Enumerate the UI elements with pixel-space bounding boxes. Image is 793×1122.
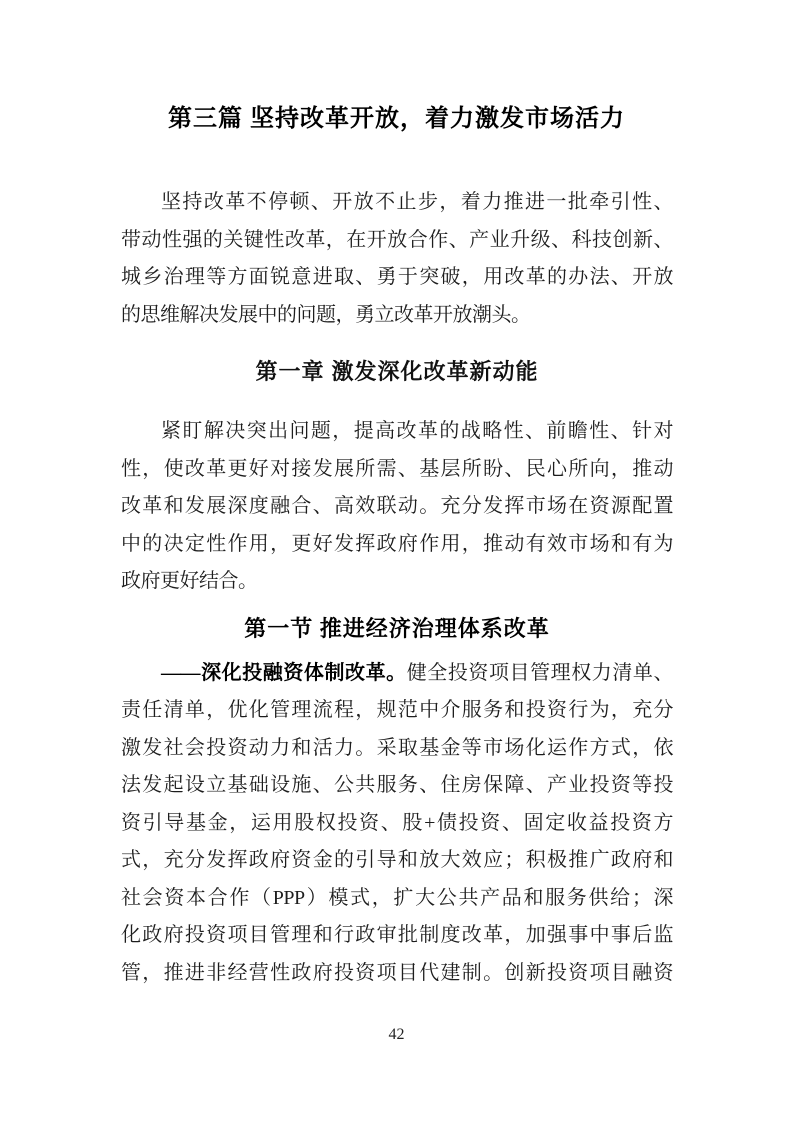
- paragraph-line: 带动性强的关键性改革，在开放合作、产业升级、科技创新、: [121, 228, 673, 251]
- paragraph-line: 紧盯解决突出问题，提高改革的战略性、前瞻性、针对: [161, 420, 673, 442]
- lead-rest-text: 健全投资项目管理权力清单、: [406, 661, 674, 684]
- paragraph-line: 的思维解决发展中的问题，勇立改革开放潮头。: [121, 303, 531, 326]
- paragraph-line: 资引导基金，运用股权投资、股+债投资、固定收益投资方: [121, 811, 673, 834]
- chapter-heading: 第一章 激发深化改革新动能: [255, 359, 539, 384]
- paragraph-line: [121, 655, 673, 693]
- paragraph-line: 政府更好结合。: [121, 570, 258, 592]
- intro-paragraph: [121, 184, 673, 334]
- paragraph-line: 城乡治理等方面锐意进取、勇于突破，用改革的办法、开放: [121, 266, 673, 288]
- paragraph-line: 性，使改革更好对接发展所需、基层所盼、民心所向，推动: [121, 457, 673, 480]
- paragraph-line: 激发社会投资动力和活力。采取基金等市场化运作方式，依: [121, 736, 673, 759]
- bold-lead-text: ——深化投融资体制改革。: [161, 661, 407, 684]
- text-column: [121, 184, 673, 992]
- document-title: 第三篇 坚持改革开放，着力激发市场活力: [168, 106, 625, 132]
- paragraph-line: 改革和发展深度融合、高效联动。充分发挥市场在资源配置: [121, 495, 673, 517]
- paragraph-line: 坚持改革不停顿、开放不止步，着力推进一批牵引性、: [161, 191, 673, 213]
- paragraph-line: 式，充分发挥政府资金的引导和放大效应；积极推广政府和: [121, 849, 673, 871]
- paragraph-line: 法发起设立基础设施、公共服务、住房保障、产业投资等投: [121, 774, 673, 796]
- section-heading: 第一节 推进经济治理体系改革: [244, 615, 550, 641]
- paragraph-line: 中的决定性作用，更好发挥政府作用，推动有效市场和有为: [121, 532, 673, 555]
- paragraph-line: 化政府投资项目管理和行政审批制度改革，加强事中事后监: [121, 924, 673, 946]
- page-number: 42: [388, 1026, 405, 1043]
- section-paragraph: [121, 655, 673, 993]
- chapter-paragraph: [121, 413, 673, 601]
- paragraph-line: 社会资本合作（PPP）模式，扩大公共产品和服务供给；深: [121, 886, 673, 909]
- paragraph-line: 责任清单，优化管理流程，规范中介服务和投资行为，充分: [121, 699, 673, 721]
- paragraph-line: 管，推进非经营性政府投资项目代建制。创新投资项目融资: [121, 961, 673, 984]
